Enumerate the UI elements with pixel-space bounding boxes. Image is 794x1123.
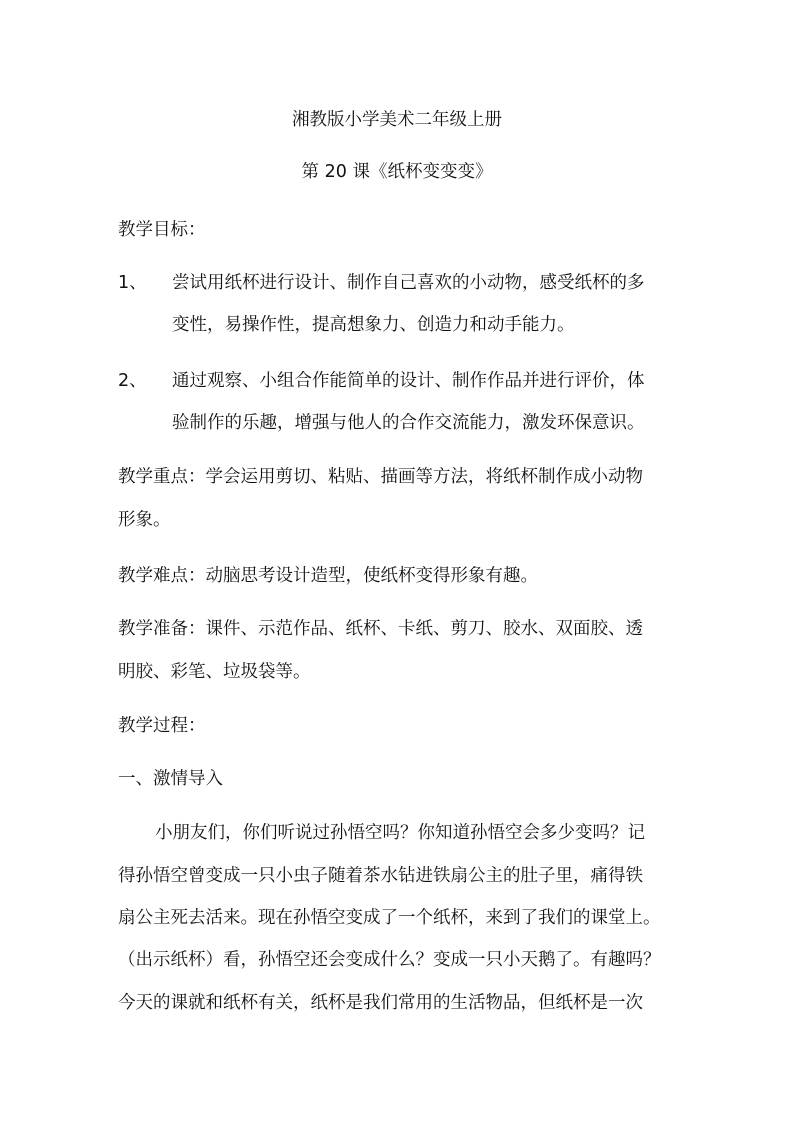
section1-heading: 一、激情导入 — [118, 769, 223, 789]
paragraph-line-4: （出示纸杯）看，孙悟空还会变成什么？变成一只小天鹅了。有趣吗？ — [118, 950, 661, 970]
preparation-line-2: 明胶、彩笔、垃圾袋等。 — [118, 662, 311, 682]
preparation-line-1: 教学准备：课件、示范作品、纸杯、卡纸、剪刀、胶水、双面胶、透 — [118, 619, 643, 639]
process-heading: 教学过程： — [118, 716, 206, 736]
objective-2-number: 2、 — [118, 371, 147, 391]
lesson-title: 第 20 课《纸杯变变变》 — [301, 162, 493, 182]
difficulties: 教学难点：动脑思考设计造型，使纸杯变得形象有趣。 — [118, 566, 538, 586]
objective-1-line-1: 尝试用纸杯进行设计、制作自己喜欢的小动物，感受纸杯的多 — [172, 273, 645, 293]
objectives-heading: 教学目标： — [118, 220, 206, 240]
objective-2-line-1: 通过观察、小组合作能简单的设计、制作作品并进行评价，体 — [172, 371, 645, 391]
objective-1-number: 1、 — [118, 273, 147, 293]
paragraph-line-2: 得孙悟空曾变成一只小虫子随着茶水钻进铁扇公主的肚子里，痛得铁 — [118, 866, 643, 886]
objective-1-line-2: 变性，易操作性，提高想象力、创造力和动手能力。 — [172, 315, 575, 335]
doc-title: 湘教版小学美术二年级上册 — [292, 110, 502, 130]
paragraph-line-5: 今天的课就和纸杯有关，纸杯是我们常用的生活物品，但纸杯是一次 — [118, 993, 643, 1013]
key-points-line-2: 形象。 — [118, 510, 171, 530]
paragraph-line-3: 扇公主死去活来。现在孙悟空变成了一个纸杯，来到了我们的课堂上。 — [118, 908, 661, 928]
paragraph-line-1: 小朋友们，你们听说过孙悟空吗？你知道孙悟空会多少变吗？记 — [155, 823, 645, 843]
key-points-line-1: 教学重点：学会运用剪切、粘贴、描画等方法，将纸杯制作成小动物 — [118, 467, 643, 487]
objective-2-line-2: 验制作的乐趣，增强与他人的合作交流能力，激发环保意识。 — [172, 413, 645, 433]
